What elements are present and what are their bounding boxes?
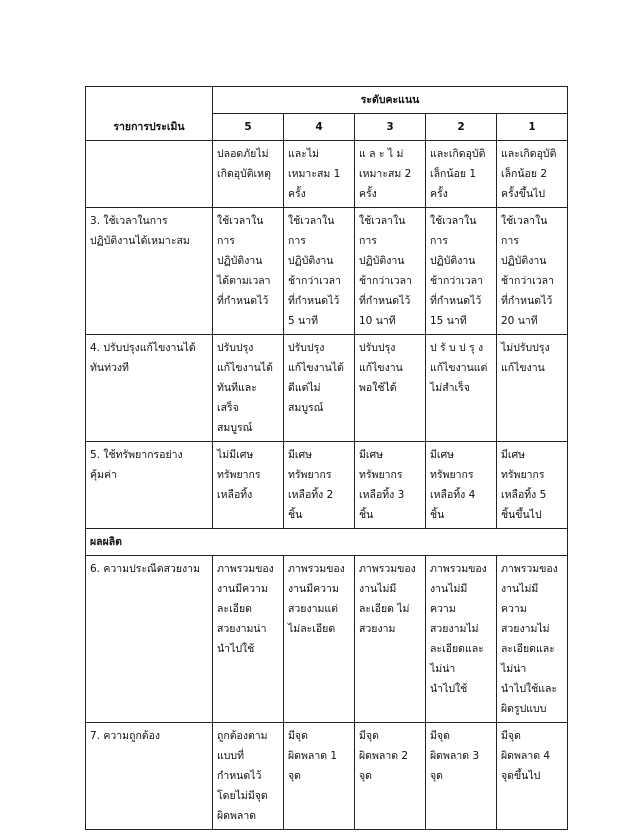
cell-text: เล็กน้อย 2 (501, 168, 548, 180)
cell-text: ละเอียดและ (430, 643, 484, 655)
cell-text: ปรับปรุง (288, 342, 325, 354)
score-cell (284, 141, 355, 208)
criterion-text: 4. ปรับปรุงแก้ไขงานได้ (90, 342, 196, 354)
score-cell (284, 442, 355, 529)
cell-text: 20 นาที (501, 315, 538, 327)
cell-text: ผิดรูปแบบ (501, 703, 547, 715)
cell-text: มีจุด (501, 730, 521, 742)
score-cell (355, 208, 426, 335)
score-cell (355, 556, 426, 723)
cell-text: และไม่ (288, 148, 320, 160)
score-3: 3 (355, 114, 426, 141)
cell-text: ภาพรวมของ (288, 563, 345, 575)
cell-text: ปฏิบัติงาน (288, 255, 334, 267)
table-row (86, 556, 568, 723)
cell-text: ภาพรวมของ (359, 563, 416, 575)
score-cell (355, 141, 426, 208)
cell-text: ชิ้น (288, 509, 303, 521)
cell-text: ผิดพลาด 3 (430, 750, 480, 762)
cell-text: ทรัพยากร (288, 469, 332, 481)
cell-text: ใช้เวลาใน (217, 215, 264, 227)
score-1: 1 (497, 114, 568, 141)
cell-text: แก้ไขงานได้ (217, 362, 273, 374)
score-cell (284, 335, 355, 442)
cell-text: ไม่น่า (430, 663, 456, 675)
score-cell (426, 141, 497, 208)
score-cell (213, 335, 284, 442)
cell-text: พอใช้ได้ (359, 382, 397, 394)
cell-text: เหมาะสม 2 (359, 168, 412, 180)
cell-text: เหลือทิ้ง 3 (359, 489, 405, 501)
cell-text: เหมาะสม 1 (288, 168, 341, 180)
cell-text: 10 นาที (359, 315, 396, 327)
cell-text: สวยงามไม่ (501, 623, 550, 635)
score-cell (213, 141, 284, 208)
cell-text: ใช้เวลาใน (501, 215, 548, 227)
cell-text: ที่กำหนดไว้ (359, 295, 411, 307)
cell-text: การ (288, 235, 306, 247)
cell-text: ความ (430, 603, 456, 615)
cell-text: ละเอียดและ (501, 643, 555, 655)
criterion-text: 3. ใช้เวลาในการ (90, 215, 168, 227)
cell-text: งานไม่มี (359, 583, 397, 595)
cell-text: ช้ากว่าเวลา (501, 275, 554, 287)
cell-text: งานไม่มี (430, 583, 468, 595)
cell-text: ช้ากว่าเวลา (288, 275, 341, 287)
cell-text: การ (217, 235, 235, 247)
cell-text: ครั้งขึ้นไป (501, 188, 546, 200)
cell-text: ครั้ง (359, 188, 377, 200)
cell-text: ช้ากว่าเวลา (430, 275, 483, 287)
cell-text: สวยงามไม่ (430, 623, 479, 635)
cell-text: ภาพรวมของ (501, 563, 558, 575)
score-cell (497, 208, 568, 335)
cell-text: กำหนดไว้ (217, 770, 262, 782)
score-cell (426, 556, 497, 723)
cell-text: ไม่สำเร็จ (430, 382, 470, 394)
cell-text: เกิดอุบัติเหตุ (217, 168, 271, 180)
cell-text: การ (430, 235, 448, 247)
score-cell (497, 556, 568, 723)
cell-text: ครั้ง (288, 188, 306, 200)
cell-text: ปรับปรุง (359, 342, 396, 354)
cell-text: ทันทีและ (217, 382, 257, 394)
cell-text: แบบที่ (217, 750, 245, 762)
table-row (86, 141, 568, 208)
cell-text: ไม่ละเอียด (288, 623, 336, 635)
cell-text: เหลือทิ้ง 4 (430, 489, 476, 501)
criterion-text: 5. ใช้ทรัพยากรอย่าง (90, 449, 183, 461)
cell-text: งานมีความ (217, 583, 268, 595)
cell-text: ที่กำหนดไว้ (217, 295, 269, 307)
cell-text: ปรับปรุง (217, 342, 254, 354)
cell-text: ผิดพลาด (217, 810, 257, 822)
criterion-text: ทันท่วงที (90, 362, 129, 374)
cell-text: สมบูรณ์ (217, 422, 253, 434)
cell-text: มีเศษ (359, 449, 384, 461)
score-cell (213, 556, 284, 723)
criterion-text: 6. ความประณีตสวยงาม (90, 563, 200, 575)
cell-text: จุด (430, 770, 443, 782)
score-cell (213, 442, 284, 529)
score-cell (497, 723, 568, 830)
cell-text: การ (359, 235, 377, 247)
cell-text: ภาพรวมของ (430, 563, 487, 575)
cell-text: เหลือทิ้ง (217, 489, 253, 501)
cell-text: ผิดพลาด 1 (288, 750, 338, 762)
score-2: 2 (426, 114, 497, 141)
criterion-cell (86, 208, 213, 335)
cell-text: จุดขึ้นไป (501, 770, 541, 782)
cell-text: ใช้เวลาใน (288, 215, 335, 227)
cell-text: เล็กน้อย 1 (430, 168, 477, 180)
cell-text: แก้ไขงาน (501, 362, 545, 374)
cell-text: และเกิดอุบัติ (501, 148, 557, 160)
criterion-text: 7. ความถูกต้อง (90, 730, 161, 742)
cell-text: ทรัพยากร (501, 469, 545, 481)
rubric-table (85, 86, 568, 830)
cell-text: มีจุด (430, 730, 450, 742)
score-cell (355, 335, 426, 442)
rubric-body-output (86, 556, 568, 830)
cell-text: ที่กำหนดไว้ (501, 295, 553, 307)
score-5: 5 (213, 114, 284, 141)
table-row (86, 208, 568, 335)
table-row (86, 335, 568, 442)
cell-text: โดยไม่มีจุด (217, 790, 268, 802)
score-cell (355, 442, 426, 529)
cell-text: จุด (288, 770, 301, 782)
criterion-cell (86, 442, 213, 529)
cell-text: มีเศษ (288, 449, 313, 461)
criterion-cell (86, 556, 213, 723)
cell-text: ครั้ง (430, 188, 448, 200)
cell-text: ชิ้นขึ้นไป (501, 509, 542, 521)
cell-text: นำไปใช้ (217, 643, 255, 655)
cell-text: ผิดพลาด 2 (359, 750, 409, 762)
criterion-cell (86, 141, 213, 208)
header-row (86, 87, 568, 114)
cell-text: ได้ตามเวลา (217, 275, 271, 287)
score-cell (426, 442, 497, 529)
cell-text: และเกิดอุบัติ (430, 148, 486, 160)
cell-text: มีเศษ (501, 449, 526, 461)
cell-text: นำไปใช้และ (501, 683, 558, 695)
cell-text: ชิ้น (430, 509, 445, 521)
score-cell (426, 723, 497, 830)
section-title: ผลผลิต (86, 529, 568, 556)
score-cell (426, 335, 497, 442)
cell-text: แก้ไขงานได้ (288, 362, 344, 374)
cell-text: ถูกต้องตาม (217, 730, 268, 742)
cell-text: ทรัพยากร (430, 469, 474, 481)
cell-text: ไม่ปรับปรุง (501, 342, 550, 354)
cell-text: ใช้เวลาใน (359, 215, 406, 227)
score-4: 4 (284, 114, 355, 141)
criterion-text: คุ้มค่า (90, 469, 117, 481)
cell-text: ผิดพลาด 4 (501, 750, 551, 762)
cell-text: นำไปใช้ (430, 683, 468, 695)
rubric-section (86, 529, 568, 556)
cell-text: ชิ้น (359, 509, 374, 521)
cell-text: งานมีความ (288, 583, 339, 595)
cell-text: แก้ไขงาน (359, 362, 403, 374)
cell-text: ทรัพยากร (217, 469, 261, 481)
score-level-header: ระดับคะแนน (213, 87, 568, 114)
cell-text: 15 นาที (430, 315, 467, 327)
cell-text: เหลือทิ้ง 2 (288, 489, 334, 501)
cell-text: ปลอดภัยไม่ (217, 148, 269, 160)
section-row (86, 529, 568, 556)
score-cell (213, 723, 284, 830)
cell-text: ดีแต่ไม่ (288, 382, 321, 394)
cell-text: ปฏิบัติงาน (217, 255, 263, 267)
cell-text: ภาพรวมของ (217, 563, 274, 575)
cell-text: สวยงาม (359, 623, 396, 635)
cell-text: สมบูรณ์ (288, 402, 324, 414)
score-cell (284, 208, 355, 335)
cell-text: 5 นาที (288, 315, 319, 327)
criterion-cell (86, 335, 213, 442)
cell-text: แก้ไขงานแต่ (430, 362, 488, 374)
cell-text: ที่กำหนดไว้ (430, 295, 482, 307)
score-cell (497, 141, 568, 208)
cell-text: สวยงามแต่ (288, 603, 338, 615)
score-cell (426, 208, 497, 335)
cell-text: การ (501, 235, 519, 247)
cell-text: เสร็จ (217, 402, 239, 414)
cell-text: ป รั บ ป รุ ง (430, 342, 484, 354)
criterion-text: ปฏิบัติงานได้เหมาะสม (90, 235, 190, 247)
cell-text: ที่กำหนดไว้ (288, 295, 340, 307)
cell-text: ปฏิบัติงาน (430, 255, 476, 267)
cell-text: ปฏิบัติงาน (501, 255, 547, 267)
cell-text: งานไม่มี (501, 583, 539, 595)
cell-text: ปฏิบัติงาน (359, 255, 405, 267)
score-cell (213, 208, 284, 335)
criterion-cell (86, 723, 213, 830)
table-row (86, 723, 568, 830)
cell-text: ทรัพยากร (359, 469, 403, 481)
score-cell (284, 723, 355, 830)
score-cell (355, 723, 426, 830)
cell-text: ความ (501, 603, 527, 615)
cell-text: มีจุด (359, 730, 379, 742)
cell-text: เหลือทิ้ง 5 (501, 489, 547, 501)
table-row (86, 442, 568, 529)
rubric-body-process (86, 141, 568, 529)
item-header: รายการประเมิน (86, 87, 213, 141)
cell-text: มีจุด (288, 730, 308, 742)
cell-text: แ ล ะ ไ ม่ (359, 148, 404, 160)
cell-text: มีเศษ (430, 449, 455, 461)
score-cell (284, 556, 355, 723)
cell-text: ไม่น่า (501, 663, 527, 675)
cell-text: ไม่มีเศษ (217, 449, 254, 461)
cell-text: ช้ากว่าเวลา (359, 275, 412, 287)
cell-text: ละเอียด ไม่ (359, 603, 410, 615)
cell-text: ใช้เวลาใน (430, 215, 477, 227)
cell-text: ละเอียด (217, 603, 252, 615)
cell-text: จุด (359, 770, 372, 782)
score-cell (497, 335, 568, 442)
score-cell (497, 442, 568, 529)
cell-text: สวยงามน่า (217, 623, 267, 635)
